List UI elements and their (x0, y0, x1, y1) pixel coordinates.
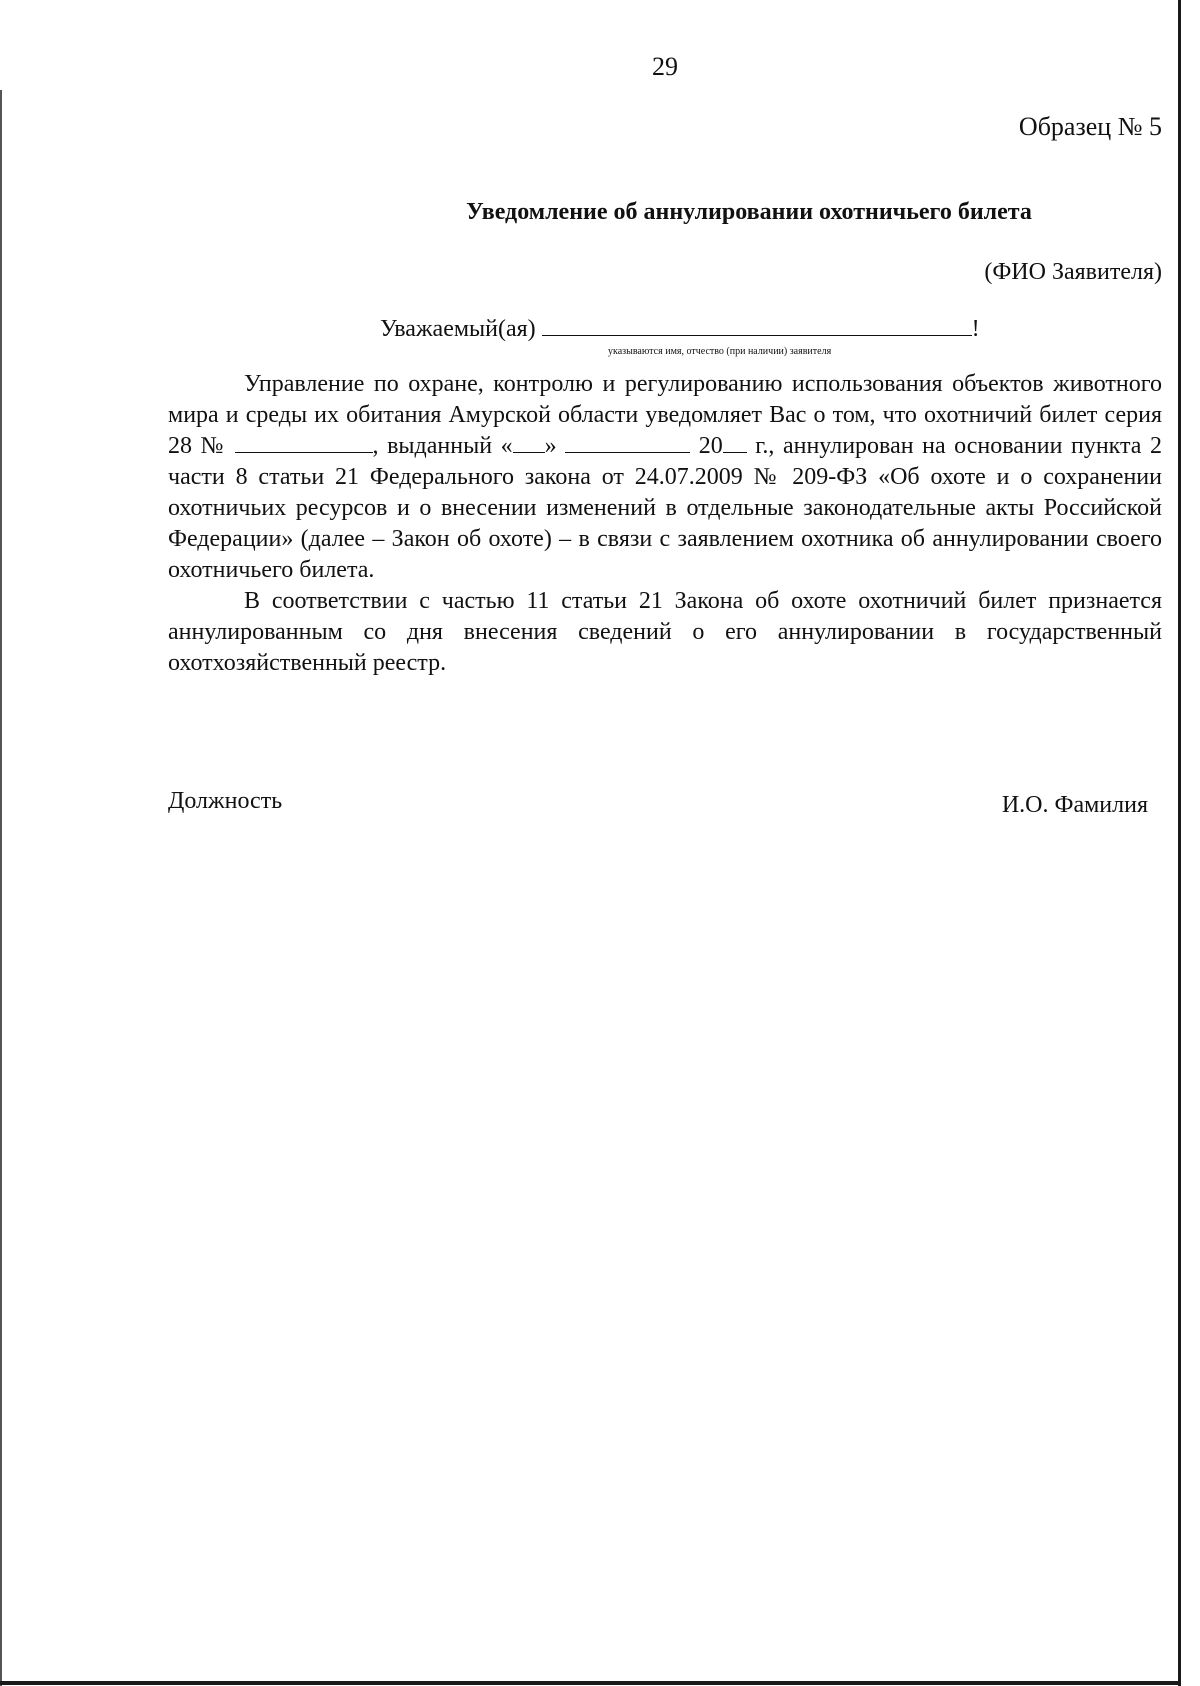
page-right-border (1178, 0, 1181, 1686)
recipient-name-blank (542, 315, 972, 336)
document-title: Уведомление об аннулировании охотничьего билета (466, 199, 1032, 225)
greeting-prefix: Уважаемый(ая) (380, 316, 536, 342)
issue-day-blank (513, 434, 545, 453)
sample-label: Образец № 5 (1018, 112, 1162, 141)
paragraph-1 (168, 369, 1162, 586)
ticket-number-blank (235, 434, 373, 453)
page-number: 29 (652, 52, 678, 81)
paragraph-1-text-b: , выданный « (372, 433, 513, 459)
signature-name: И.О. Фамилия (1001, 792, 1148, 818)
issue-month-blank (565, 434, 690, 453)
applicant-label: (ФИО Заявителя) (984, 259, 1162, 285)
document-body (168, 369, 1162, 679)
paragraph-1-text-a: Управление по охране, контролю и регулированию использования объектов животного мира и среды их обитания Амурской области уведомляет Вас о том, что охотничий билет серия 28 № (168, 371, 1162, 459)
paragraph-1-text-e: г., аннулирован на основании пункта 2 части 8 статьи 21 Федерального закона от 24.07.2009 № 209-ФЗ «Об охоте и о сохранении охотничьих ресурсов и о внесении изменений в отдельные законодательные акты Российской Федерации» (далее – Закон об охоте) – в связи с заявлением охотника об аннулировании своего охотничьего билета. (168, 433, 1163, 583)
greeting-caption: указываются имя, отчество (при наличии) заявителя (608, 346, 832, 357)
signature-position: Должность (168, 788, 283, 814)
greeting-suffix: ! (971, 316, 980, 342)
paragraph-1-text-d: 20 (698, 433, 723, 459)
paragraph-2: В соответствии с частью 11 статьи 21 Закона об охоте охотничий билет признается аннулированным со дня внесения сведений о его аннулировании в государственный охотхозяйственный реестр. (168, 588, 1162, 676)
greeting-line (380, 315, 980, 343)
page-bottom-border (0, 1681, 1181, 1685)
page-left-edge (0, 90, 2, 1686)
paragraph-1-text-c: » (544, 433, 557, 459)
issue-year-blank (723, 434, 747, 453)
